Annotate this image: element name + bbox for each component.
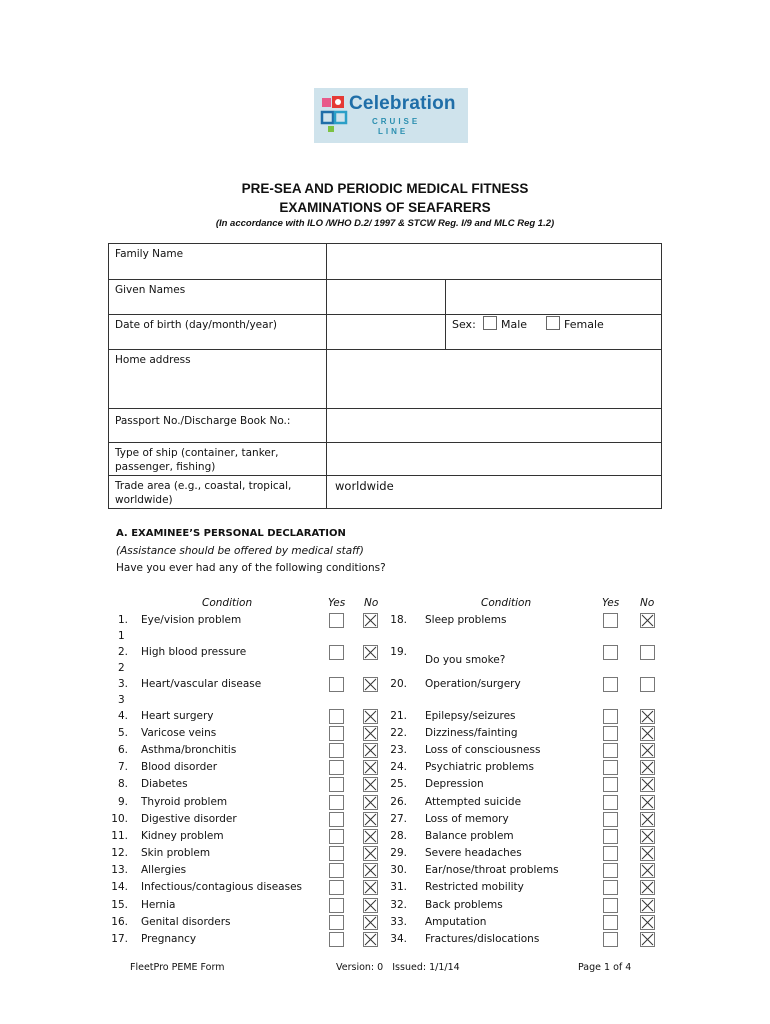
x-mark-icon — [641, 744, 654, 757]
condition-row — [0, 646, 770, 666]
x-mark-icon — [641, 813, 654, 826]
no-checkbox[interactable] — [640, 645, 655, 660]
family-name-field[interactable] — [326, 243, 662, 280]
condition-label: Amputation — [425, 916, 487, 928]
no-checkbox[interactable] — [640, 880, 655, 895]
condition-number: 11. — [111, 830, 128, 842]
condition-number: 10. — [111, 813, 128, 825]
condition-label: Back problems — [425, 899, 503, 911]
condition-label: Varicose veins — [141, 727, 217, 739]
condition-label: Epilepsy/seizures — [425, 710, 516, 722]
given-names-label: Given Names — [108, 279, 327, 315]
condition-label: Allergies — [141, 864, 187, 876]
condition-number: 3. — [117, 678, 128, 690]
yes-checkbox[interactable] — [603, 645, 618, 660]
no-checkbox[interactable] — [640, 709, 655, 724]
female-checkbox[interactable] — [546, 316, 560, 330]
condition-label: Hernia — [141, 899, 176, 911]
no-checkbox[interactable] — [640, 677, 655, 692]
condition-number: 25. — [390, 778, 407, 790]
condition-number: 20. — [390, 678, 407, 690]
condition-label: Heart surgery — [141, 710, 214, 722]
no-checkbox[interactable] — [640, 915, 655, 930]
condition-row — [0, 916, 770, 932]
x-mark-icon — [641, 933, 654, 946]
yes-checkbox[interactable] — [603, 709, 618, 724]
yes-checkbox[interactable] — [603, 829, 618, 844]
condition-label: High blood pressure — [141, 646, 247, 658]
x-mark-icon — [641, 796, 654, 809]
condition-row — [0, 778, 770, 794]
yes-checkbox[interactable] — [603, 898, 618, 913]
condition-label: Heart/vascular disease — [141, 678, 262, 690]
condition-number: 34. — [390, 933, 407, 945]
no-checkbox[interactable] — [640, 863, 655, 878]
footer-page-number: Page 1 of 4 — [578, 962, 632, 973]
condition-row — [0, 933, 770, 949]
condition-label: Operation/surgery — [425, 678, 521, 690]
no-checkbox[interactable] — [640, 829, 655, 844]
condition-number: 18. — [390, 614, 407, 626]
condition-row — [0, 881, 770, 897]
condition-number: 2. — [117, 646, 128, 658]
yes-checkbox[interactable] — [603, 863, 618, 878]
condition-label: Dizziness/fainting — [425, 727, 518, 739]
condition-number: 30. — [390, 864, 407, 876]
condition-number: 21. — [390, 710, 407, 722]
condition-number: 12. — [111, 847, 128, 859]
condition-row — [0, 813, 770, 829]
left-yes-header: Yes — [328, 597, 346, 609]
family-name-label: Family Name — [108, 243, 327, 280]
page-subtitle: (In accordance with ILO /WHO D.2/ 1997 & STCW Reg. I/9 and MLC Reg 1.2) — [215, 218, 555, 229]
no-checkbox[interactable] — [640, 795, 655, 810]
x-mark-icon — [641, 847, 654, 860]
condition-row — [0, 761, 770, 777]
yes-checkbox[interactable] — [603, 743, 618, 758]
condition-row — [0, 678, 770, 694]
condition-label: Depression — [425, 778, 484, 790]
footer-version: Version: 0 Issued: 1/1/14 — [336, 962, 460, 973]
condition-label: Eye/vision problem — [141, 614, 242, 626]
condition-number: 28. — [390, 830, 407, 842]
condition-label: Ear/nose/throat problems — [425, 864, 559, 876]
section-question: Have you ever had any of the following conditions? — [116, 562, 386, 574]
passport-field[interactable] — [326, 408, 662, 443]
no-checkbox[interactable] — [640, 743, 655, 758]
condition-label: Psychiatric problems — [425, 761, 534, 773]
condition-number: 4. — [117, 710, 128, 722]
condition-number: 23. — [390, 744, 407, 756]
dob-label: Date of birth (day/month/year) — [108, 314, 327, 350]
condition-number: 1. — [117, 614, 128, 626]
condition-number: 17. — [111, 933, 128, 945]
condition-label: Genital disorders — [141, 916, 231, 928]
condition-number: 14. — [111, 881, 128, 893]
passport-label: Passport No./Discharge Book No.: — [108, 408, 327, 443]
trade-area-field[interactable]: worldwide — [326, 475, 662, 509]
condition-number-wrap: 2 — [118, 662, 125, 674]
no-checkbox[interactable] — [640, 932, 655, 947]
yes-checkbox[interactable] — [603, 915, 618, 930]
home-address-label: Home address — [108, 349, 327, 409]
yes-checkbox[interactable] — [603, 760, 618, 775]
dob-field[interactable] — [326, 314, 446, 350]
yes-checkbox[interactable] — [603, 613, 618, 628]
condition-row — [0, 899, 770, 915]
yes-checkbox[interactable] — [603, 777, 618, 792]
given-names-field-2[interactable] — [445, 279, 662, 315]
condition-number: 7. — [117, 761, 128, 773]
yes-checkbox[interactable] — [603, 677, 618, 692]
x-mark-icon — [641, 899, 654, 912]
condition-number: 8. — [117, 778, 128, 790]
condition-label: Infectious/contagious diseases — [141, 881, 303, 893]
x-mark-icon — [641, 614, 654, 627]
condition-number-wrap: 3 — [118, 694, 125, 706]
x-mark-icon — [641, 881, 654, 894]
condition-number: 27. — [390, 813, 407, 825]
condition-label: Attempted suicide — [425, 796, 522, 808]
condition-label: Do you smoke? — [425, 654, 506, 666]
logo-sub-cruise: CRUISE — [372, 117, 421, 126]
condition-number: 6. — [117, 744, 128, 756]
no-checkbox[interactable] — [640, 898, 655, 913]
home-address-field[interactable] — [326, 349, 662, 409]
x-mark-icon — [641, 778, 654, 791]
ship-type-field[interactable] — [326, 442, 662, 476]
condition-number: 9. — [117, 796, 128, 808]
x-mark-icon — [641, 916, 654, 929]
given-names-field[interactable] — [326, 279, 446, 315]
condition-label: Thyroid problem — [141, 796, 228, 808]
condition-label: Balance problem — [425, 830, 514, 842]
left-condition-header: Condition — [202, 597, 253, 609]
yes-checkbox[interactable] — [603, 846, 618, 861]
condition-number: 33. — [390, 916, 407, 928]
yes-checkbox[interactable] — [603, 932, 618, 947]
x-mark-icon — [641, 727, 654, 740]
condition-number: 13. — [111, 864, 128, 876]
right-yes-header: Yes — [602, 597, 620, 609]
x-mark-icon — [641, 710, 654, 723]
no-checkbox[interactable] — [640, 726, 655, 741]
condition-label: Sleep problems — [425, 614, 507, 626]
page-title-line2: EXAMINATIONS OF SEAFARERS — [279, 200, 491, 215]
condition-row — [0, 614, 770, 630]
footer-form-name: FleetPro PEME Form — [130, 962, 225, 973]
left-no-header: No — [364, 597, 379, 609]
condition-number: 22. — [390, 727, 407, 739]
no-checkbox[interactable] — [640, 812, 655, 827]
logo-brand: Celebration — [349, 93, 456, 114]
condition-label: Restricted mobility — [425, 881, 524, 893]
page-title: PRE-SEA AND PERIODIC MEDICAL FITNESS — [241, 181, 529, 196]
section-heading: A. EXAMINEE’S PERSONAL DECLARATION — [116, 528, 346, 539]
condition-number: 24. — [390, 761, 407, 773]
condition-label: Loss of memory — [425, 813, 509, 825]
condition-row — [0, 847, 770, 863]
ship-type-label: Type of ship (container, tanker, passenger, fishing) — [108, 442, 327, 476]
condition-row — [0, 744, 770, 760]
x-mark-icon — [641, 864, 654, 877]
yes-checkbox[interactable] — [603, 812, 618, 827]
condition-label: Pregnancy — [141, 933, 197, 945]
no-checkbox[interactable] — [640, 846, 655, 861]
no-checkbox[interactable] — [640, 613, 655, 628]
sex-label: Sex: — [452, 318, 476, 331]
condition-label: Severe headaches — [425, 847, 522, 859]
condition-label: Kidney problem — [141, 830, 224, 842]
x-mark-icon — [641, 761, 654, 774]
female-label: Female — [564, 318, 604, 331]
trade-area-label: Trade area (e.g., coastal, tropical, worldwide) — [108, 475, 327, 509]
condition-row — [0, 830, 770, 846]
condition-number: 19. — [390, 646, 407, 658]
yes-checkbox[interactable] — [603, 795, 618, 810]
section-note: (Assistance should be offered by medical staff) — [116, 545, 364, 557]
x-mark-icon — [641, 830, 654, 843]
condition-number: 32. — [390, 899, 407, 911]
condition-label: Skin problem — [141, 847, 211, 859]
condition-number: 15. — [111, 899, 128, 911]
right-no-header: No — [640, 597, 655, 609]
condition-number: 16. — [111, 916, 128, 928]
condition-row — [0, 796, 770, 812]
condition-label: Blood disorder — [141, 761, 218, 773]
male-label: Male — [501, 318, 528, 331]
condition-number: 26. — [390, 796, 407, 808]
yes-checkbox[interactable] — [603, 726, 618, 741]
condition-row — [0, 727, 770, 743]
condition-number-wrap: 1 — [118, 630, 125, 642]
condition-label: Fractures/dislocations — [425, 933, 540, 945]
logo-sub-line: LINE — [378, 127, 409, 136]
condition-label: Asthma/bronchitis — [141, 744, 237, 756]
company-logo — [314, 88, 468, 143]
condition-label: Digestive disorder — [141, 813, 237, 825]
right-condition-header: Condition — [481, 597, 532, 609]
male-checkbox[interactable] — [483, 316, 497, 330]
no-checkbox[interactable] — [640, 777, 655, 792]
condition-number: 31. — [390, 881, 407, 893]
condition-label: Loss of consciousness — [425, 744, 541, 756]
logo-mark-icon — [320, 94, 348, 136]
yes-checkbox[interactable] — [603, 880, 618, 895]
no-checkbox[interactable] — [640, 760, 655, 775]
condition-label: Diabetes — [141, 778, 188, 790]
condition-number: 5. — [117, 727, 128, 739]
condition-row — [0, 864, 770, 880]
condition-row — [0, 710, 770, 726]
condition-number: 29. — [390, 847, 407, 859]
